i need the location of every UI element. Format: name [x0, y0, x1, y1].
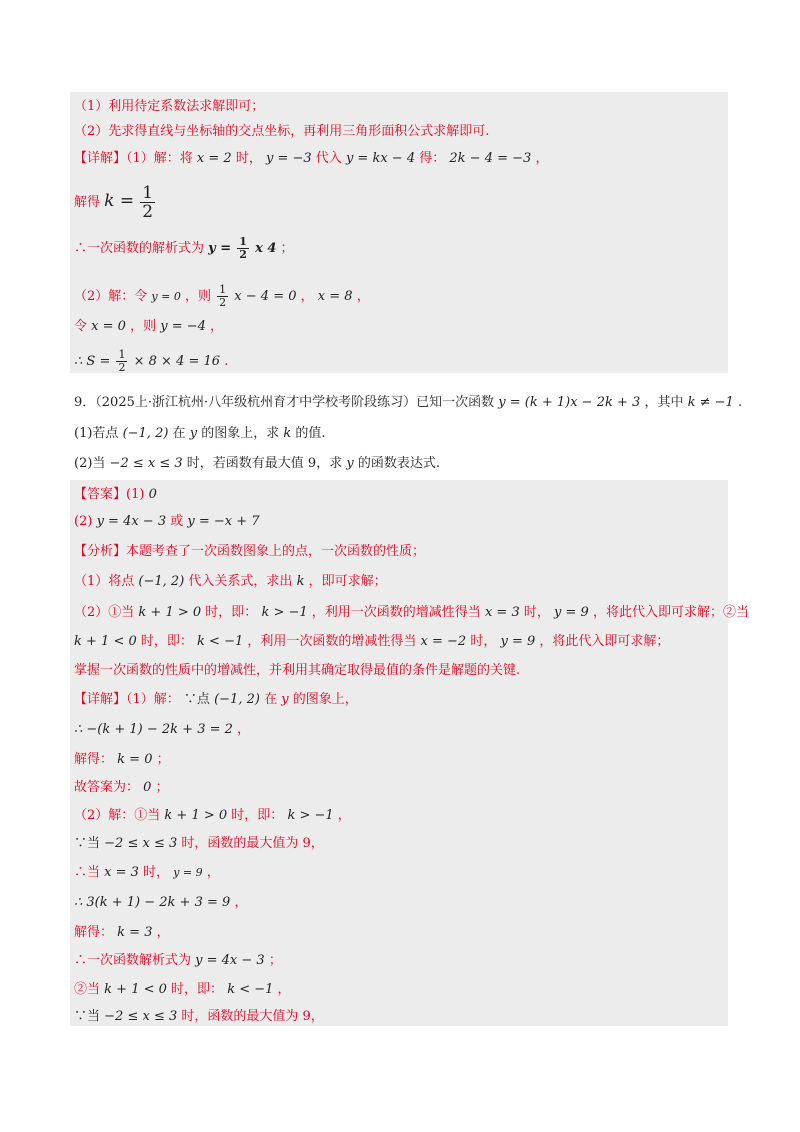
analysis-line-1: 【分析】本题考查了一次函数图象上的点，一次函数的性质； [74, 544, 426, 559]
detail2-line-12: ∵当 −2 ≤ x ≤ 3 时，函数的最大值为 9， [74, 1009, 324, 1024]
detail2-line-5: （2）解：①当 k + 1 > 0 时，即： k > −1 ， [74, 808, 351, 823]
question-part-1: (1)若点 (−1, 2) 在 y 的图象上，求 k 的值. [74, 426, 326, 441]
detail-line-4: （2）解：令 y = 0 ，则 $\frac{1}{2}$ x − 4 = 0 ， x = 8 ， [74, 283, 370, 309]
answer-line-2: (2) y = 4x − 3 或 y = −x + 7 [74, 514, 260, 529]
detail2-line-9: 解得： k = 3 ， [74, 925, 170, 940]
detail2-line-8: ∴ 3(k + 1) − 2k + 3 = 9 ， [74, 895, 248, 910]
detail2-line-3: 解得： k = 0 ； [74, 752, 170, 767]
analysis-line-5: 掌握一次函数的性质中的增减性，并利用其确定取得最值的条件是解题的关键. [74, 663, 521, 678]
detail2-line-6: ∵当 −2 ≤ x ≤ 3 时，函数的最大值为 9， [74, 836, 324, 851]
detail2-line-4: 故答案为： 0 ； [74, 780, 169, 795]
detail-line-6: ∴ S = $\frac{1}{2}$ × 8 × 4 = 16 . [74, 348, 229, 374]
detail2-line-1: 【详解】（1）解： ∵点 (−1, 2) 在 y 的图象上， [74, 692, 358, 707]
detail-line-2: 解得 k = $\frac{1}{2}$ [74, 183, 154, 222]
detail2-line-10: ∴一次函数解析式为 y = 4x − 3 ； [74, 953, 282, 968]
analysis-line-3: （2）①当 k + 1 > 0 时，即： k > −1 ，利用一次函数的增减性得当 x = 3 时， y = 9 ，将此代入即可求解；②当 [74, 605, 749, 620]
hint-line-1: （1）利用待定系数法求解即可； [74, 99, 265, 114]
detail2-line-11: ②当 k + 1 < 0 时，即： k < −1 ， [74, 982, 291, 997]
question-stem: 9．（2025上·浙江杭州·八年级杭州育才中学校考阶段练习）已知一次函数 y = (k + 1)x − 2k + 3 ，其中 k ≠ −1 . [74, 395, 743, 410]
detail2-line-7: ∴当 x = 3 时， y = 9 ， [74, 865, 220, 880]
answer-line-1: 【答案】(1) 0 [74, 487, 157, 502]
detail-line-3: ∴一次函数的解析式为 y = $\frac{1}{2}$ x 4 ； [74, 235, 294, 261]
detail-line-5: 令 x = 0 ，则 y = −4 ， [74, 319, 224, 334]
question-part-2: (2)当 −2 ≤ x ≤ 3 时，若函数有最大值 9，求 y 的函数表达式. [74, 456, 440, 471]
analysis-line-2: （1）将点 (−1, 2) 代入关系式，求出 k ，即可求解； [74, 574, 387, 589]
detail-line-1: 【详解】（1）解：将 x = 2 时， y = −3 代入 y = kx − 4 得： 2k − 4 = −3 ， [74, 151, 549, 166]
hint-line-2: （2）先求得直线与坐标轴的交点坐标，再利用三角形面积公式求解即可. [74, 124, 490, 139]
analysis-line-4: k + 1 < 0 时，即： k < −1 ，利用一次函数的增减性得当 x = −2 时， y = 9 ，将此代入即可求解； [74, 634, 670, 649]
detail2-line-2: ∴ −(k + 1) − 2k + 3 = 2 ， [74, 722, 251, 737]
